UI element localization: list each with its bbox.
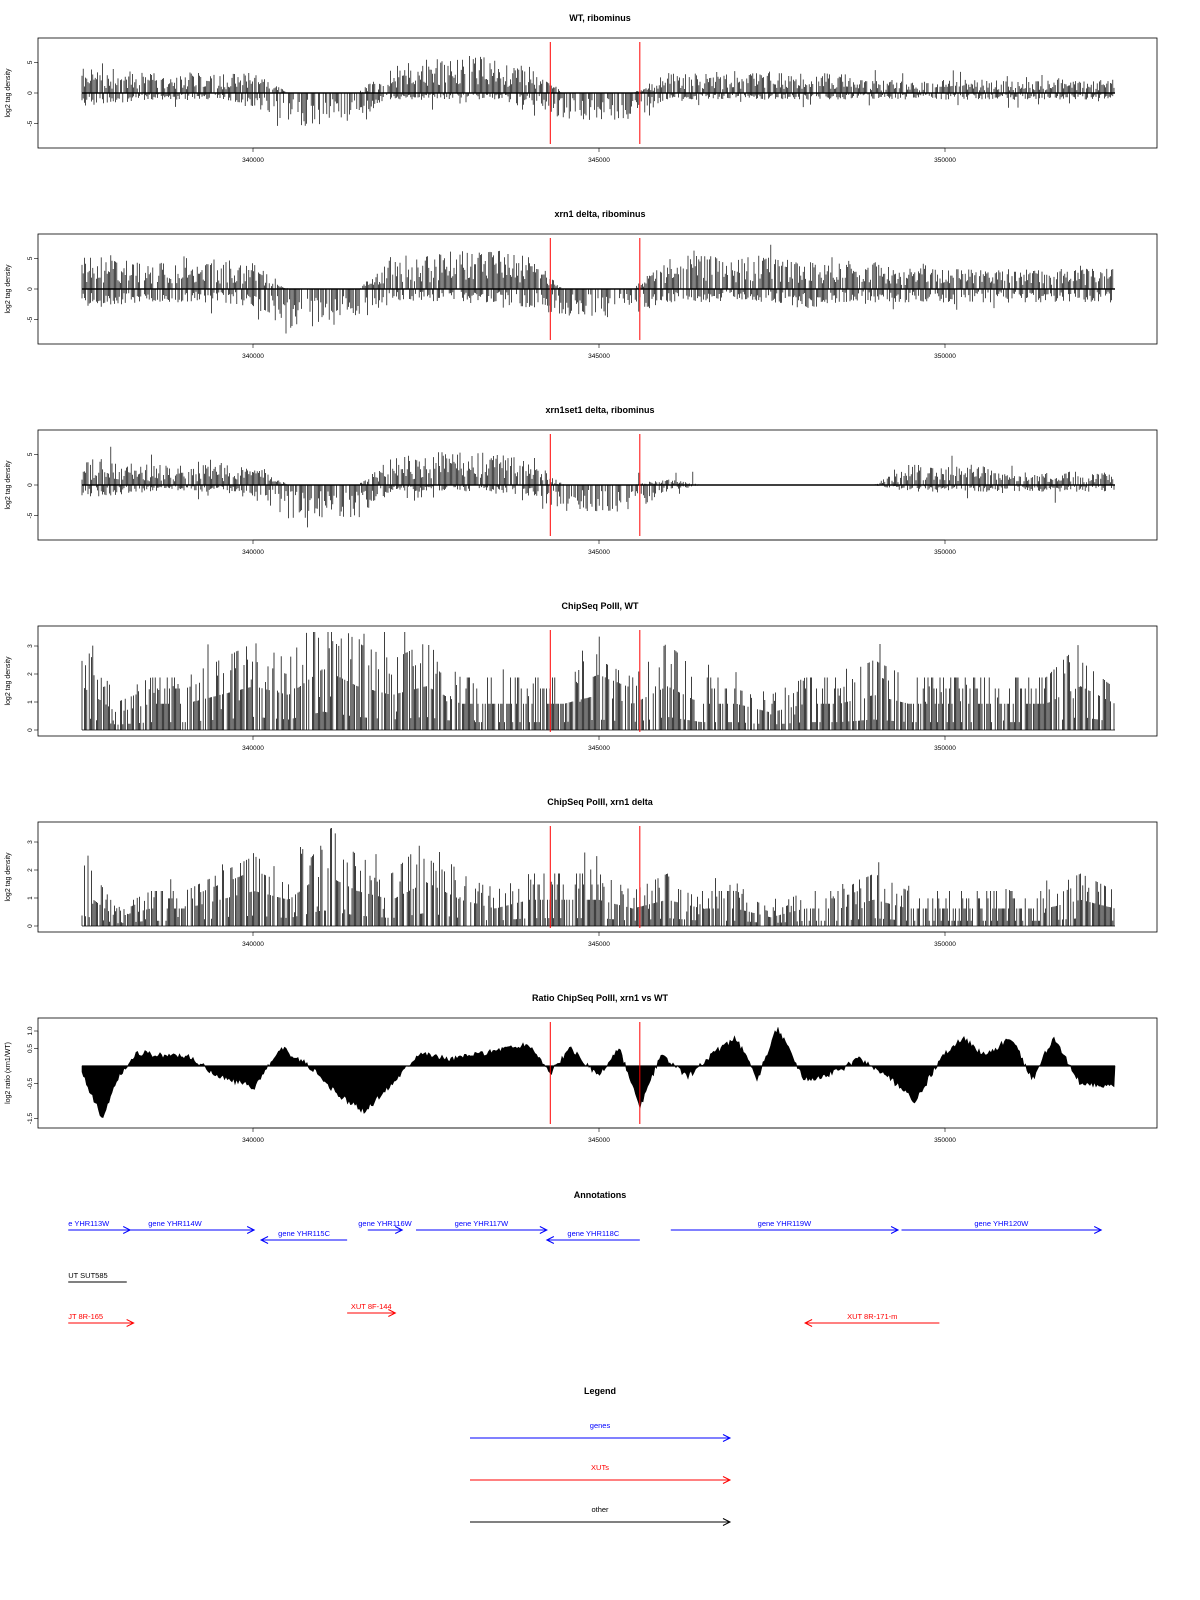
y-tick-label: 3 — [27, 840, 34, 844]
panel-3 — [5, 405, 1157, 556]
y-tick-label: 5 — [27, 60, 34, 65]
signal-marks — [82, 447, 1115, 528]
x-tick-label: 350000 — [934, 549, 956, 556]
legend-item-label: XUTs — [591, 1463, 609, 1472]
x-tick-label: 345000 — [588, 157, 610, 164]
y-tick-label: -5 — [27, 120, 34, 127]
x-tick-label: 345000 — [588, 549, 610, 556]
density-bars — [82, 632, 1114, 730]
x-tick-label: 345000 — [588, 1137, 610, 1144]
y-tick-label: 0 — [27, 728, 34, 732]
panel-title: WT, ribominus — [569, 13, 631, 23]
legend — [470, 1386, 730, 1526]
ratio-area — [82, 1027, 1115, 1117]
panel-6 — [5, 993, 1157, 1144]
gene-label: e YHR113W — [68, 1219, 110, 1228]
panel-title: ChipSeq PolII, xrn1 delta — [547, 797, 653, 807]
x-tick-label: 350000 — [934, 745, 956, 752]
annotations-title: Annotations — [573, 1190, 627, 1200]
legend-item-arrow — [470, 1435, 730, 1442]
y-axis-label: log2 tag density — [5, 852, 12, 902]
gene-label: gene YHR114W — [148, 1219, 202, 1228]
y-tick-label: 2 — [27, 672, 34, 676]
x-tick-label: 345000 — [588, 745, 610, 752]
y-tick-label: 0 — [27, 91, 34, 95]
y-axis-label: log2 tag density — [5, 264, 12, 314]
other-feature-label: UT SUT585 — [68, 1271, 108, 1280]
y-axis-label: log2 tag density — [5, 656, 12, 706]
x-tick-label: 340000 — [242, 745, 264, 752]
signal-marks — [82, 632, 1115, 730]
gene-label: gene YHR116W — [358, 1219, 412, 1228]
panel-4 — [5, 601, 1157, 752]
y-axis-label: log2 tag density — [5, 460, 12, 510]
x-tick-label: 340000 — [242, 941, 264, 948]
legend-item-arrow — [470, 1477, 730, 1484]
y-tick-label: 5 — [27, 452, 34, 457]
y-tick-label: 5 — [27, 256, 34, 261]
gene-label: gene YHR118C — [567, 1229, 620, 1238]
annotations-track — [68, 1190, 1101, 1327]
panel-2 — [5, 209, 1157, 360]
signal-marks — [82, 1027, 1115, 1117]
signal-marks — [82, 828, 1115, 926]
y-tick-label: 1 — [27, 896, 34, 900]
x-tick-label: 350000 — [934, 941, 956, 948]
legend-item-label: genes — [589, 1421, 611, 1430]
y-tick-label: -0.5 — [27, 1077, 34, 1090]
signal-marks — [82, 245, 1115, 334]
x-tick-label: 340000 — [242, 1137, 264, 1144]
y-axis-label: log2 ratio (xrn1/WT) — [5, 1042, 12, 1104]
x-tick-label: 340000 — [242, 353, 264, 360]
y-tick-label: 0 — [27, 483, 34, 487]
y-tick-label: 0.5 — [27, 1043, 34, 1054]
panel-title: ChipSeq PolII, WT — [561, 601, 639, 611]
y-tick-label: 3 — [27, 644, 34, 648]
y-axis-label: log2 tag density — [5, 68, 12, 118]
panel-1 — [5, 13, 1157, 164]
sense-antisense-bars — [82, 56, 1114, 126]
x-tick-label: 350000 — [934, 1137, 956, 1144]
panel-title: xrn1 delta, ribominus — [554, 209, 646, 219]
chart-panels — [5, 13, 1157, 1144]
legend-item-arrow — [470, 1519, 730, 1526]
y-tick-label: 0 — [27, 924, 34, 928]
y-tick-label: 0 — [27, 287, 34, 291]
y-tick-label: 1 — [27, 700, 34, 704]
panel-5 — [5, 797, 1157, 948]
xut-label: XUT 8R-171-m — [847, 1312, 898, 1321]
legend-item-label: other — [591, 1505, 609, 1514]
y-tick-label: 1.0 — [27, 1026, 34, 1036]
xut-label: JT 8R-165 — [68, 1312, 104, 1321]
gene-label: gene YHR120W — [974, 1219, 1029, 1228]
y-tick-label: 2 — [27, 868, 34, 872]
x-tick-label: 340000 — [242, 157, 264, 164]
legend-title: Legend — [583, 1386, 617, 1396]
x-tick-label: 350000 — [934, 157, 956, 164]
y-tick-label: -5 — [27, 316, 34, 323]
y-tick-label: -5 — [27, 512, 34, 519]
panel-title: Ratio ChipSeq PolII, xrn1 vs WT — [531, 993, 669, 1003]
x-tick-label: 350000 — [934, 353, 956, 360]
panel-title: xrn1set1 delta, ribominus — [545, 405, 655, 415]
gene-label: gene YHR117W — [454, 1219, 509, 1228]
density-bars — [82, 828, 1114, 926]
y-tick-label: -1.5 — [27, 1112, 34, 1125]
xut-label: XUT 8F-144 — [350, 1302, 392, 1311]
sense-antisense-bars — [82, 447, 1114, 528]
x-tick-label: 345000 — [588, 941, 610, 948]
gene-label: gene YHR115C — [278, 1229, 331, 1238]
gene-label: gene YHR119W — [757, 1219, 812, 1228]
x-tick-label: 340000 — [242, 549, 264, 556]
signal-marks — [82, 56, 1115, 126]
x-tick-label: 345000 — [588, 353, 610, 360]
